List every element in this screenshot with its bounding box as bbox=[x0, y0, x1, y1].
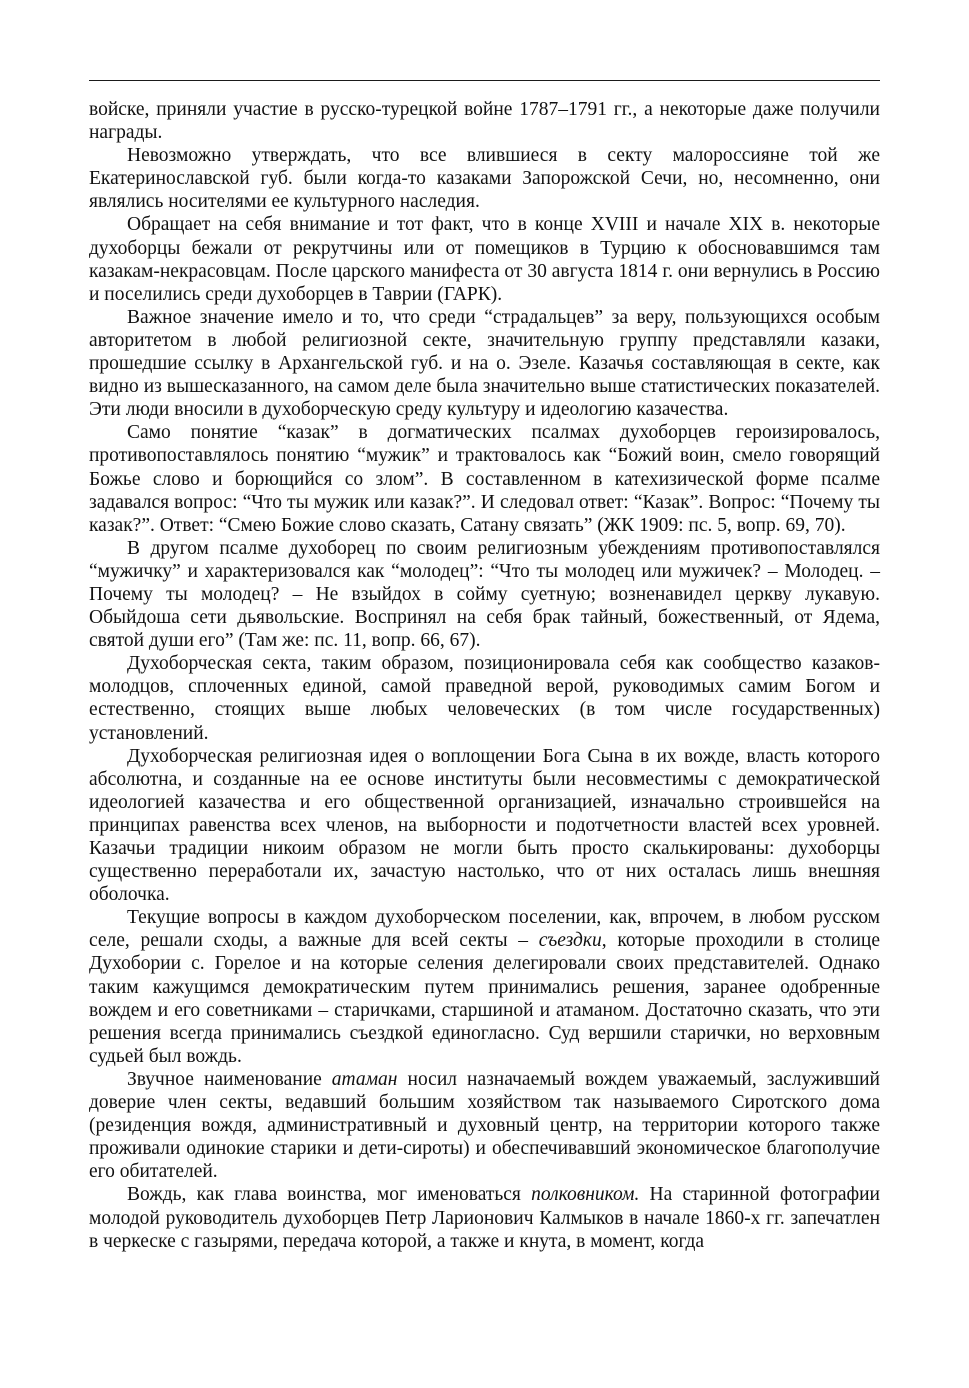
paragraph bbox=[89, 1183, 880, 1252]
paragraph bbox=[89, 537, 880, 652]
text-segment: Само понятие “казак” в догматических псалмах духоборцев героизировалось, противопоставлялось понятию “мужик” и трактовалось как “Божий воин, смело говорящий Божье слово и борющийся со злом”. В составленном в катехизической форме псалме задавался вопрос: “Что ты мужик или казак?”. И следовал ответ: “Казак”. Вопрос: “Почему ты казак?”. Ответ: “Смею Божие слово сказать, Сатану связать” (ЖК 1909: пс. 5, вопр. 69, 70). bbox=[89, 422, 880, 536]
paragraph bbox=[89, 421, 880, 536]
italic-term: полковником. bbox=[531, 1184, 640, 1206]
paragraph bbox=[89, 306, 880, 421]
text-segment: Обращает на себя внимание и тот факт, что в конце XVIII и начале XIX в. некоторые духоборцы бежали от рекрутчины или от помещиков в Турцию к обосновавшимся там казакам-некрасовцам. После царского манифеста от 30 августа 1814 г. они вернулись в Россию и поселились среди духоборцев в Таврии (ГАРК). bbox=[89, 214, 880, 305]
paragraph bbox=[89, 745, 880, 907]
text-segment: Духоборческая секта, таким образом, позиционировала себя как сообщество казаков-молодцов, сплоченных единой, самой праведной верой, руководимых самим Богом и естественно, стоящих выше любых человеческих (в том числе государственных) установлений. bbox=[89, 653, 880, 744]
text-segment: В другом псалме духоборец по своим религиозным убеждениям противопоставлялся “мужичку” и характеризовался как “молодец”: “Что ты молодец или мужичек? – Молодец. – Почему ты молодец? – Не взыйдох в сойму суетную; возненавидел церкву лукавую. Обыйдоша сети дьявольские. Воспринял на себя брак тайный, божественный, от Ядема, святой души его” (Там же: пс. 11, вопр. 66, 67). bbox=[89, 537, 880, 652]
paragraph bbox=[89, 652, 880, 744]
text-segment: войске, приняли участие в русско-турецкой войне 1787–1791 гг., а некоторые даже получили награды. bbox=[89, 99, 880, 144]
text-segment: Вождь, как глава воинства, мог именоваться bbox=[127, 1184, 532, 1206]
paragraph bbox=[89, 144, 880, 213]
italic-term: съездки bbox=[538, 930, 602, 952]
paragraph bbox=[89, 98, 880, 144]
italic-term: атаман bbox=[331, 1068, 398, 1090]
text-segment: Невозможно утверждать, что все влившиеся в секту малороссияне той же Екатеринославской губ. были когда-то казаками Запорожской Сечи, но, несомненно, они являлись носителями ее культурного наследия. bbox=[89, 145, 880, 213]
paragraph bbox=[89, 906, 880, 1068]
text-segment: Важное значение имело и то, что среди “страдальцев” за веру, пользующихся особым авторитетом в любой религиозной секте, значительную группу представляли казаки, прошедшие ссылку в Архангельской губ. и на о. Эзеле. Казачья составляющая в секте, как видно из вышесказанного, на самом деле была значительно выше статистических показателей. Эти люди вносили в духоборческую среду культуру и идеологию казачества. bbox=[89, 306, 880, 421]
text-segment: Текущие вопросы в каждом духоборческом поселении, как, впрочем, в любом русском селе, решали сходы, а важные для всей секты – bbox=[89, 907, 880, 952]
text-segment: носил назначаемый вождем уважаемый, заслуживший доверие член секты, ведавший большим хозяйством так называемого Сиротского дома (резиденция вождя, административный и духовный центр, на территории которого также проживали одинокие старики и дети-сироты) и обеспечивавший экономическое благополучие его обитателей. bbox=[89, 1068, 880, 1183]
text-segment: , которые проходили в столице Духобории с. Горелое и на которые селения делегировали своих представителей. Однако таким кажущимся демократическим путем принимались решения, заранее одобренные вождем и его советниками – старичками, старшиной и атаманом. Достаточно сказать, что эти решения всегда принимались съездкой единогласно. Суд вершили старички, но верховным судьей был вождь. bbox=[89, 930, 880, 1067]
text-segment: Звучное наименование bbox=[127, 1068, 332, 1090]
paragraph bbox=[89, 1068, 880, 1183]
top-rule bbox=[89, 80, 880, 81]
paragraph bbox=[89, 213, 880, 305]
body-text bbox=[89, 98, 880, 1253]
text-segment: На старинной фотографии молодой руководитель духоборцев Петр Ларионович Калмыков в начале 1860-х гг. запечатлен в черкеске с газырями, передача которой, а также и кнута, в момент, когда bbox=[89, 1184, 880, 1252]
text-segment: Духоборческая религиозная идея о воплощении Бога Сына в их вожде, власть которого абсолютна, и созданные на ее основе институты были несовместимы с демократической идеологией казачества и его общественной организацией, изначально строившейся на принципах равенства всех членов, на выборности и подотчетности властей всех уровней. Казачьи традиции никоим образом не могли быть просто скалькированы: духоборцы существенно переработали их, зачастую настолько, что от них осталась лишь внешняя оболочка. bbox=[89, 745, 880, 906]
